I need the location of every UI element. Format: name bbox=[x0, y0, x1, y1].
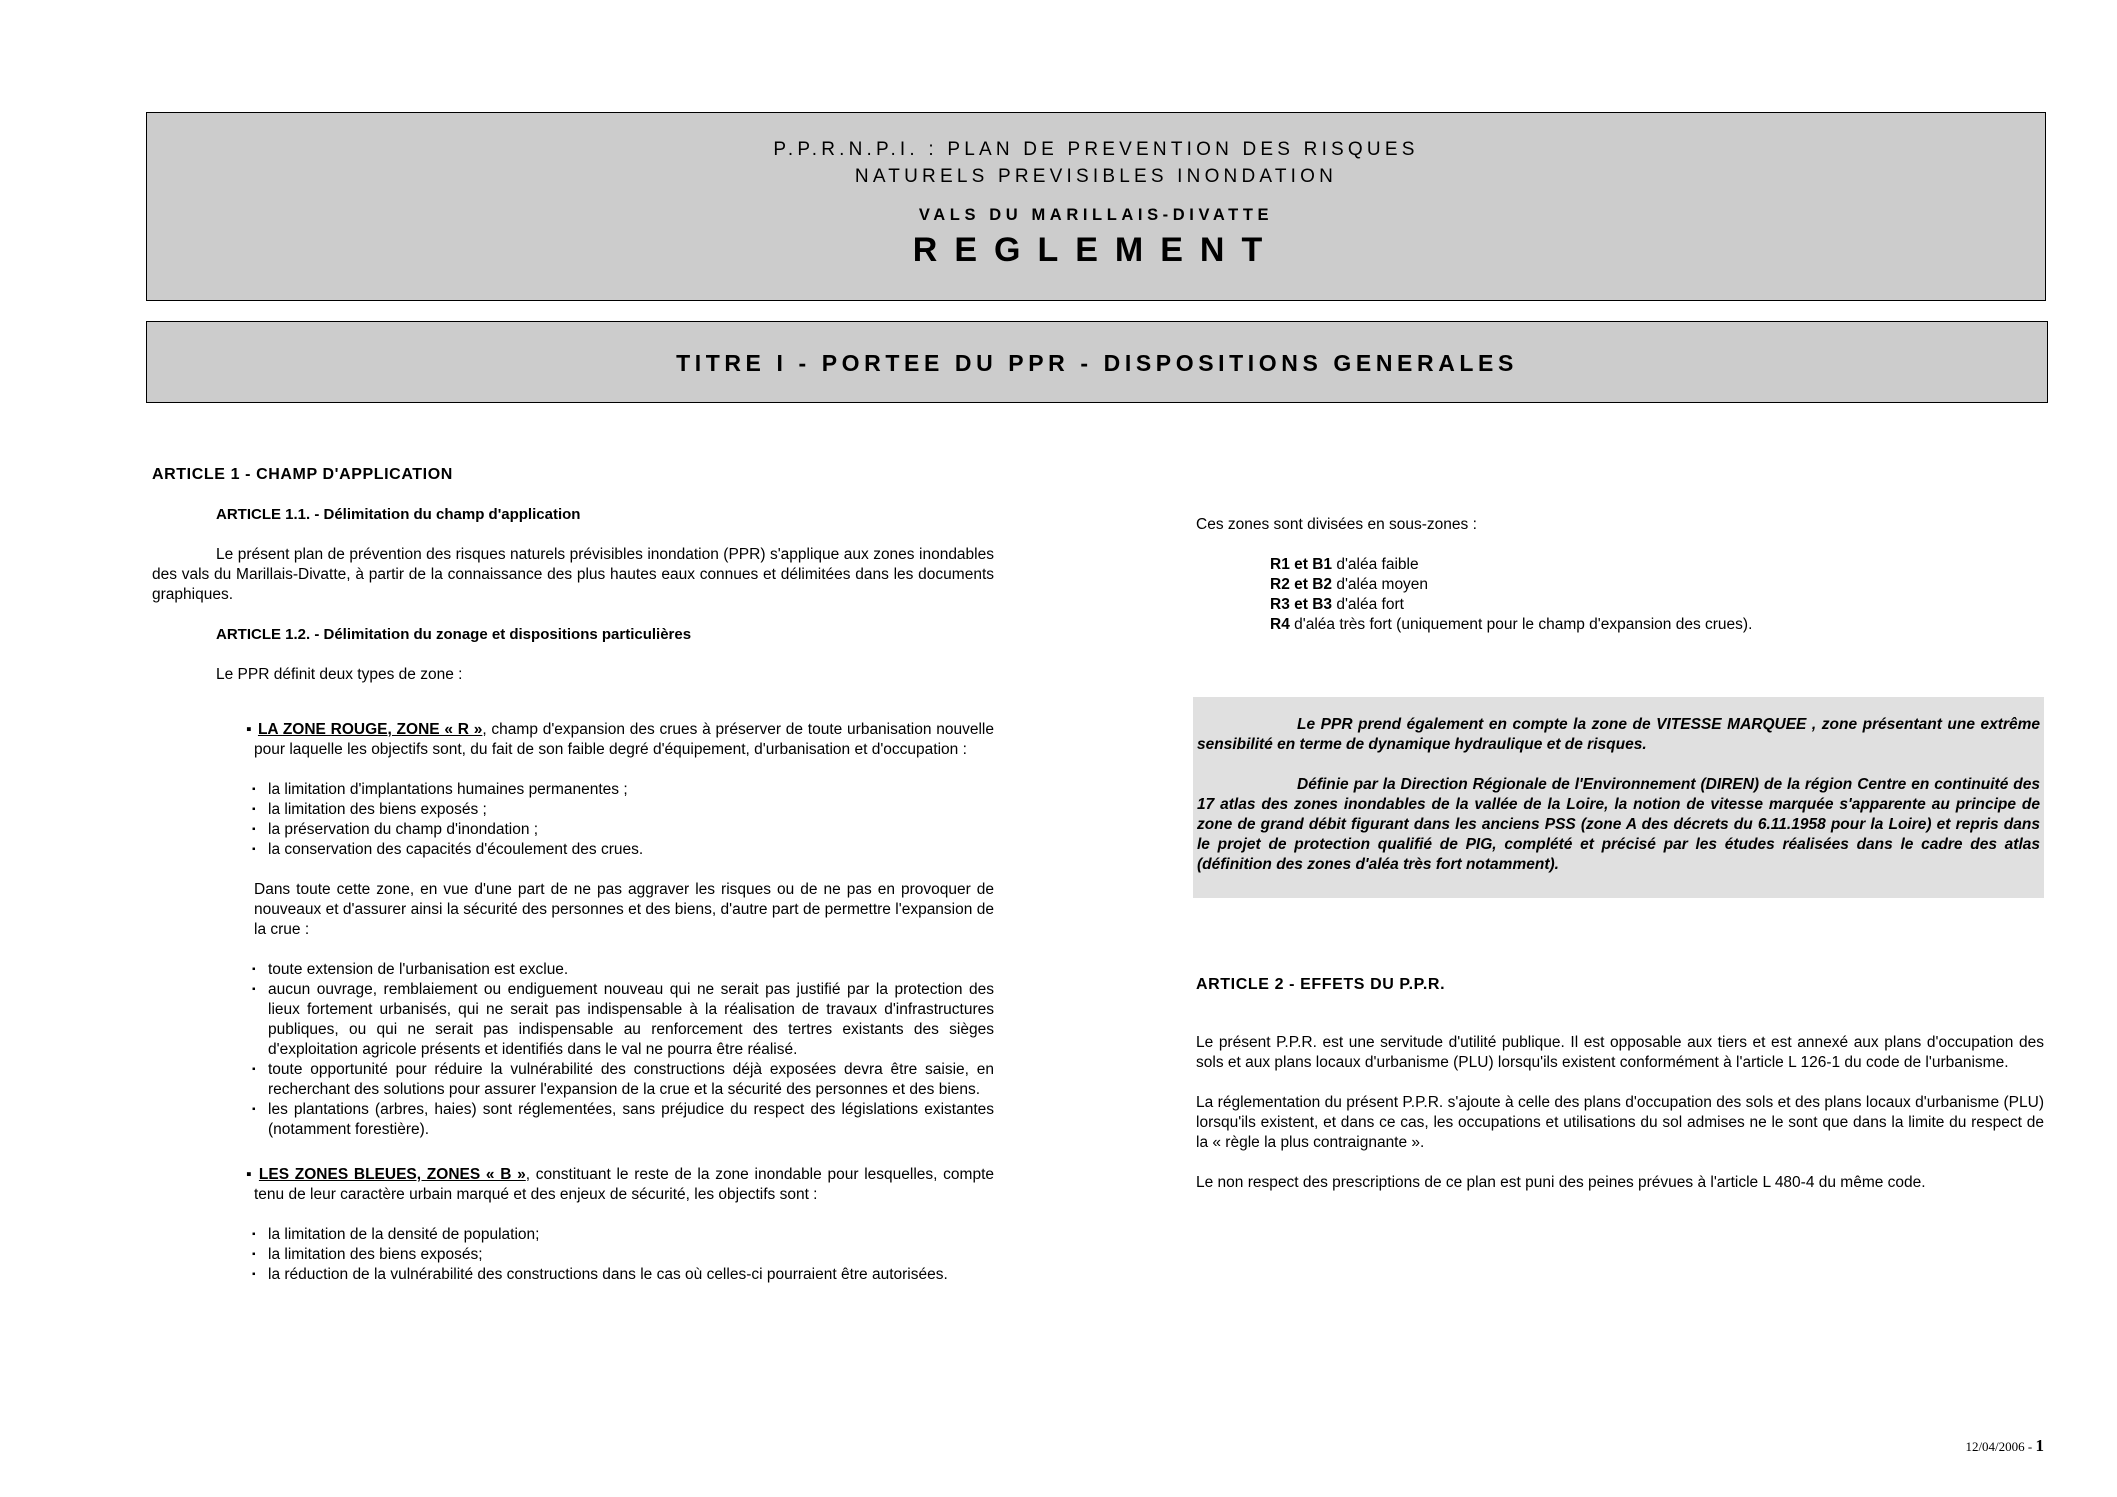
list-item: ▪ toute extension de l'urbanisation est exclue. bbox=[252, 960, 994, 980]
article11-text: Le présent plan de prévention des risques naturels prévisibles inondation (PPR) s'applique aux zones inondables des vals du Marillais-Divatte, à partir de la connaissance des plus hautes eaux connues et délimitées dans les documents graphiques. bbox=[152, 546, 994, 603]
list-item: ▪ la limitation d'implantations humaines permanentes ; bbox=[252, 780, 994, 800]
subzones-intro: Ces zones sont divisées en sous-zones : bbox=[1196, 516, 1477, 533]
article11-heading: ARTICLE 1.1. - Délimitation du champ d'application bbox=[216, 506, 581, 523]
vitesse-paragraph-1: Le PPR prend également en compte la zone de VITESSE MARQUEE , zone présentant une extrême sensibilité en terme de dynamique hydraulique et de risques. bbox=[1197, 716, 2040, 753]
list-item: ▪ la préservation du champ d'inondation ; bbox=[252, 820, 994, 840]
zone-rouge-text: , champ d'expansion des crues à préserver de toute urbanisation nouvelle pour laquelle les objectifs sont, du fait de son faible degré d'équipement, d'urbanisation et d'occupation : bbox=[254, 721, 994, 758]
article12-heading: ARTICLE 1.2. - Délimitation du zonage et dispositions particulières bbox=[216, 626, 692, 643]
subzone-item bbox=[1270, 555, 2044, 575]
bullet-icon: ▪ bbox=[246, 721, 252, 738]
right-column bbox=[1196, 515, 2044, 635]
subzone-code: R1 et B1 bbox=[1270, 556, 1333, 573]
list-item: ▪ la limitation des biens exposés; bbox=[252, 1245, 994, 1265]
subzone-desc: d'aléa moyen bbox=[1332, 576, 1429, 593]
article2-paragraph-2: La réglementation du présent P.P.R. s'ajoute à celle des plans d'occupation des sols et des plans locaux d'urbanisme (PLU) lorsqu'ils existent, et dans ce cas, les occupations et utilisations du sol admises ne le sont que dans la limite du respect de la « règle la plus contraignante ». bbox=[1196, 1094, 2044, 1151]
list-item: ▪ toute opportunité pour réduire la vulnérabilité des constructions déjà exposées devra être saisie, en recherchant des solutions pour assurer l'expansion de la crue et la sécurité des personnes et des biens. bbox=[252, 1060, 994, 1100]
header-subtitle: VALS DU MARILLAIS-DIVATTE bbox=[918, 206, 1274, 224]
section-title-box bbox=[146, 321, 2048, 403]
subzones-list bbox=[1270, 555, 2044, 635]
header-line2: NATURELS PREVISIBLES INONDATION bbox=[854, 166, 1338, 187]
section-title: TITRE I - PORTEE DU PPR - DISPOSITIONS GENERALES bbox=[676, 350, 1518, 376]
list-item: ▪ les plantations (arbres, haies) sont réglementées, sans préjudice du respect des législations existantes (notamment forestière). bbox=[252, 1100, 994, 1140]
page-number: 1 bbox=[2035, 1436, 2044, 1455]
article1-heading: ARTICLE 1 - CHAMP D'APPLICATION bbox=[152, 466, 453, 483]
page-footer bbox=[1965, 1436, 2044, 1456]
left-column bbox=[152, 465, 994, 1285]
subzone-desc: d'aléa faible bbox=[1332, 556, 1419, 573]
subzone-desc: d'aléa très fort (uniquement pour le champ d'expansion des crues). bbox=[1289, 616, 1753, 633]
list-item: ▪ la limitation des biens exposés ; bbox=[252, 800, 994, 820]
subzone-item bbox=[1270, 615, 2044, 635]
subzone-item bbox=[1270, 595, 2044, 615]
article2-section bbox=[1196, 975, 2044, 1193]
header-line1: P.P.R.N.P.I. : PLAN DE PREVENTION DES RISQUES bbox=[773, 139, 1419, 160]
zone-rouge-para: Dans toute cette zone, en vue d'une part de ne pas aggraver les risques ou de ne pas en provoquer de nouveaux et d'assurer ainsi la sécurité des personnes et des biens, d'autre part de permettre l'expansion de la crue : bbox=[254, 881, 994, 938]
article2-heading: ARTICLE 2 - EFFETS DU P.P.R. bbox=[1196, 976, 1446, 993]
zone-bleue-title: LES ZONES BLEUES, ZONES « B » bbox=[258, 1166, 526, 1183]
article2-paragraph-1: Le présent P.P.R. est une servitude d'utilité publique. Il est opposable aux tiers et est annexé aux plans d'occupation des sols et aux plans locaux d'urbanisme (PLU) lorsqu'ils existent conformément à l'article L 126-1 du code de l'urbanisme. bbox=[1196, 1034, 2044, 1071]
vitesse-paragraph-2: Définie par la Direction Régionale de l'Environnement (DIREN) de la région Centre en continuité des 17 atlas des zones inondables de la vallée de la Loire, la notion de vitesse marquée s'apparente au principe de zone de grand débit figurant dans les anciens PSS (zone A des décrets du 6.11.1958 pour la Loire) et repris dans le projet de protection qualifié de PIG, complété et précisé par les études réalisées dans le cadre des atlas (définition des zones d'aléa très fort notamment). bbox=[1197, 776, 2040, 873]
document-title: REGLEMENT bbox=[912, 231, 1280, 269]
list-item: ▪ la conservation des capacités d'écoulement des crues. bbox=[252, 840, 994, 860]
zone-bleue-text: , constituant le reste de la zone inondable pour lesquelles, compte tenu de leur caractère urbain marqué et des enjeux de sécurité, les objectifs sont : bbox=[254, 1166, 994, 1203]
subzone-code: R4 bbox=[1270, 616, 1290, 633]
zone-rouge-title: LA ZONE ROUGE, ZONE « R » bbox=[257, 721, 483, 738]
zone-rouge-paragraph bbox=[246, 720, 994, 760]
zone-bleue-paragraph bbox=[246, 1165, 994, 1205]
subzone-desc: d'aléa fort bbox=[1332, 596, 1404, 613]
list-item: ▪ aucun ouvrage, remblaiement ou endiguement nouveau qui ne serait pas justifié par la protection des lieux fortement urbanisés, qui ne serait pas indispensable à la réalisation de travaux d'infrastructures publiques, ou qui ne serait pas indispensable au renforcement des tertres existants des sièges d'exploitation agricole présents et identifiés dans le val ne pourra être réalisé. bbox=[252, 980, 994, 1060]
subzone-item bbox=[1270, 575, 2044, 595]
article12-intro: Le PPR définit deux types de zone : bbox=[216, 666, 463, 683]
zone-bleue-objectives bbox=[252, 1225, 994, 1285]
subzone-code: R2 et B2 bbox=[1270, 576, 1333, 593]
subzone-code: R3 et B3 bbox=[1270, 596, 1333, 613]
footer-date: 12/04/2006 - bbox=[1965, 1439, 2036, 1454]
list-item: ▪ la limitation de la densité de population; bbox=[252, 1225, 994, 1245]
zone-rouge-rules bbox=[252, 960, 994, 1140]
vitesse-marquee-box bbox=[1193, 697, 2044, 898]
list-item: ▪ la réduction de la vulnérabilité des constructions dans le cas où celles-ci pourraient être autorisées. bbox=[252, 1265, 994, 1285]
zone-rouge-objectives bbox=[252, 780, 994, 860]
article2-paragraph-3: Le non respect des prescriptions de ce plan est puni des peines prévues à l'article L 480-4 du même code. bbox=[1196, 1174, 1926, 1191]
document-header bbox=[146, 112, 2046, 301]
bullet-icon: ▪ bbox=[246, 1166, 253, 1183]
